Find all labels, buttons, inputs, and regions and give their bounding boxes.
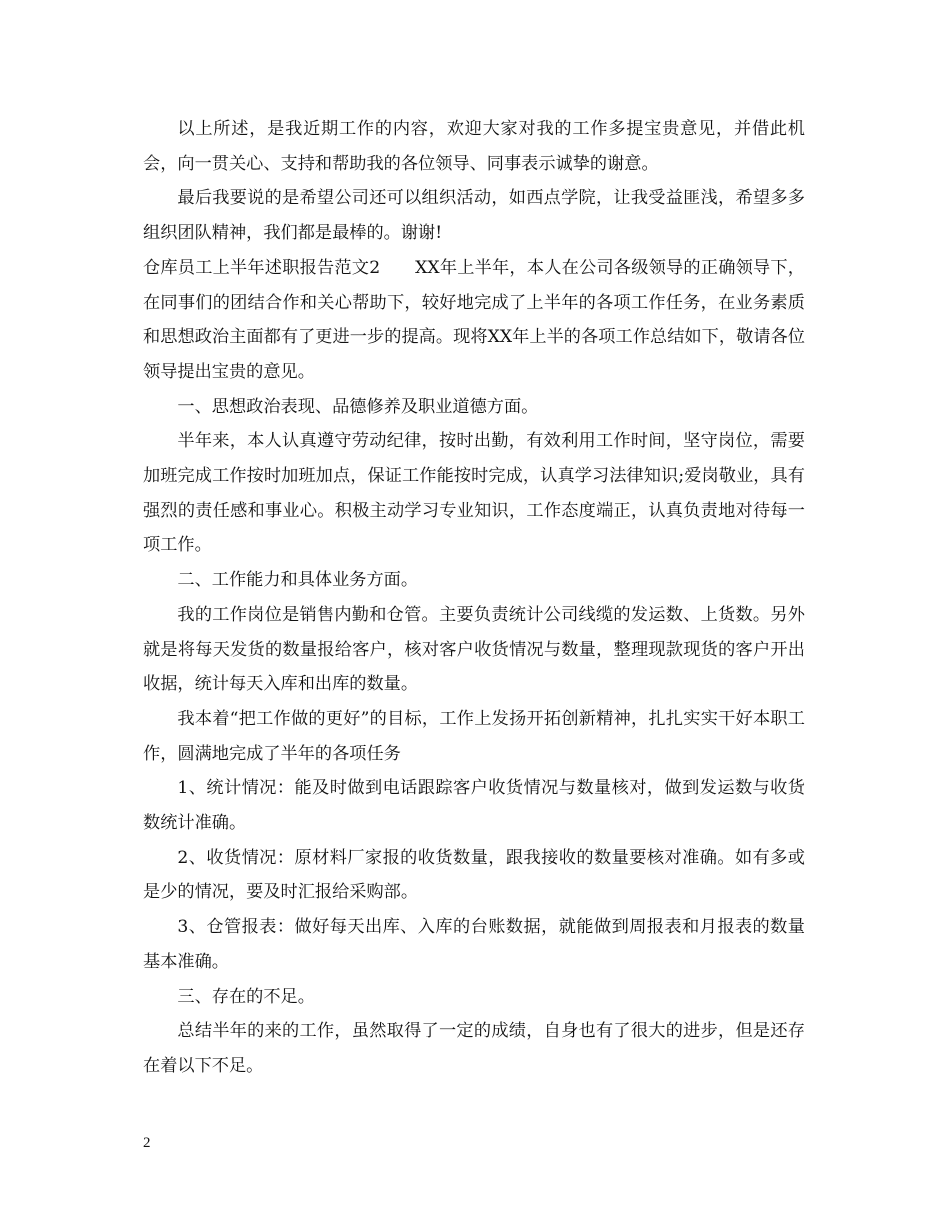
heading-section-one: 一、思想政治表现、品德修养及职业道德方面。 — [177, 396, 539, 417]
paragraph-closing-summary: 以上所述，是我近期工作的内容，欢迎大家对我的工作多提宝贵意见，并借此机会，向一贯关心、支持和帮助我的各位领导、同事表示诚挚的谢意。 — [143, 119, 805, 174]
list-item-receiving: 2、收货情况：原材料厂家报的收货数量，跟我接收的数量要核对准确。如有多或是少的情况，要及时汇报给采购部。 — [143, 847, 805, 903]
heading-section-three: 三、存在的不足。 — [177, 986, 315, 1007]
list-item-warehouse-report: 3、仓管报表：做好每天出库、入库的台账数据，就能做到周报表和月报表的数量基本准确。 — [143, 917, 805, 972]
paragraph-work-goal: 我本着“把工作做的更好”的目标，工作上发扬开拓创新精神，扎扎实实干好本职工作，圆满地完成了半年的各项任务 — [143, 708, 805, 764]
paragraph-shortcomings: 总结半年的来的工作，虽然取得了一定的成绩，自身也有了很大的进步，但是还存在着以下不足。 — [143, 1021, 805, 1076]
heading-section-two: 二、工作能力和具体业务方面。 — [177, 570, 419, 591]
list-item-statistics: 1、统计情况：能及时做到电话跟踪客户收货情况与数量核对，做到发运数与收货数统计准确。 — [143, 778, 805, 834]
paragraph-section-title-and-intro: 仓库员工上半年述职报告范文2 XX年上半年，本人在公司各级领导的正确领导下，在同事们的团结合作和关心帮助下，较好地完成了上半年的各项工作任务，在业务素质和思想政治主面都有了更进一步的提高。现将XX年上半的各项工作总结如下，敬请各位领导提出宝贵的意见。 — [143, 257, 805, 382]
document-body — [143, 112, 805, 1084]
paragraph-final-wish: 最后我要说的是希望公司还可以组织活动，如西点学院，让我受益匪浅，希望多多组织团队精神，我们都是最棒的。谢谢! — [143, 188, 805, 244]
paragraph-job-duties: 我的工作岗位是销售内勤和仓管。主要负责统计公司线缆的发运数、上货数。另外就是将每天发货的数量报给客户，核对客户收货情况与数量，整理现款现货的客户开出收据，统计每天入库和出库的数量。 — [143, 604, 805, 695]
page-number: 2 — [143, 1135, 151, 1151]
paragraph-section-one-body: 半年来，本人认真遵守劳动纪律，按时出勤，有效利用工作时间，坚守岗位，需要加班完成工作按时加班加点，保证工作能按时完成，认真学习法律知识;爱岗敬业，具有强烈的责任感和事业心。积极主动学习专业知识，工作态度端正，认真负责地对待每一项工作。 — [143, 431, 805, 556]
